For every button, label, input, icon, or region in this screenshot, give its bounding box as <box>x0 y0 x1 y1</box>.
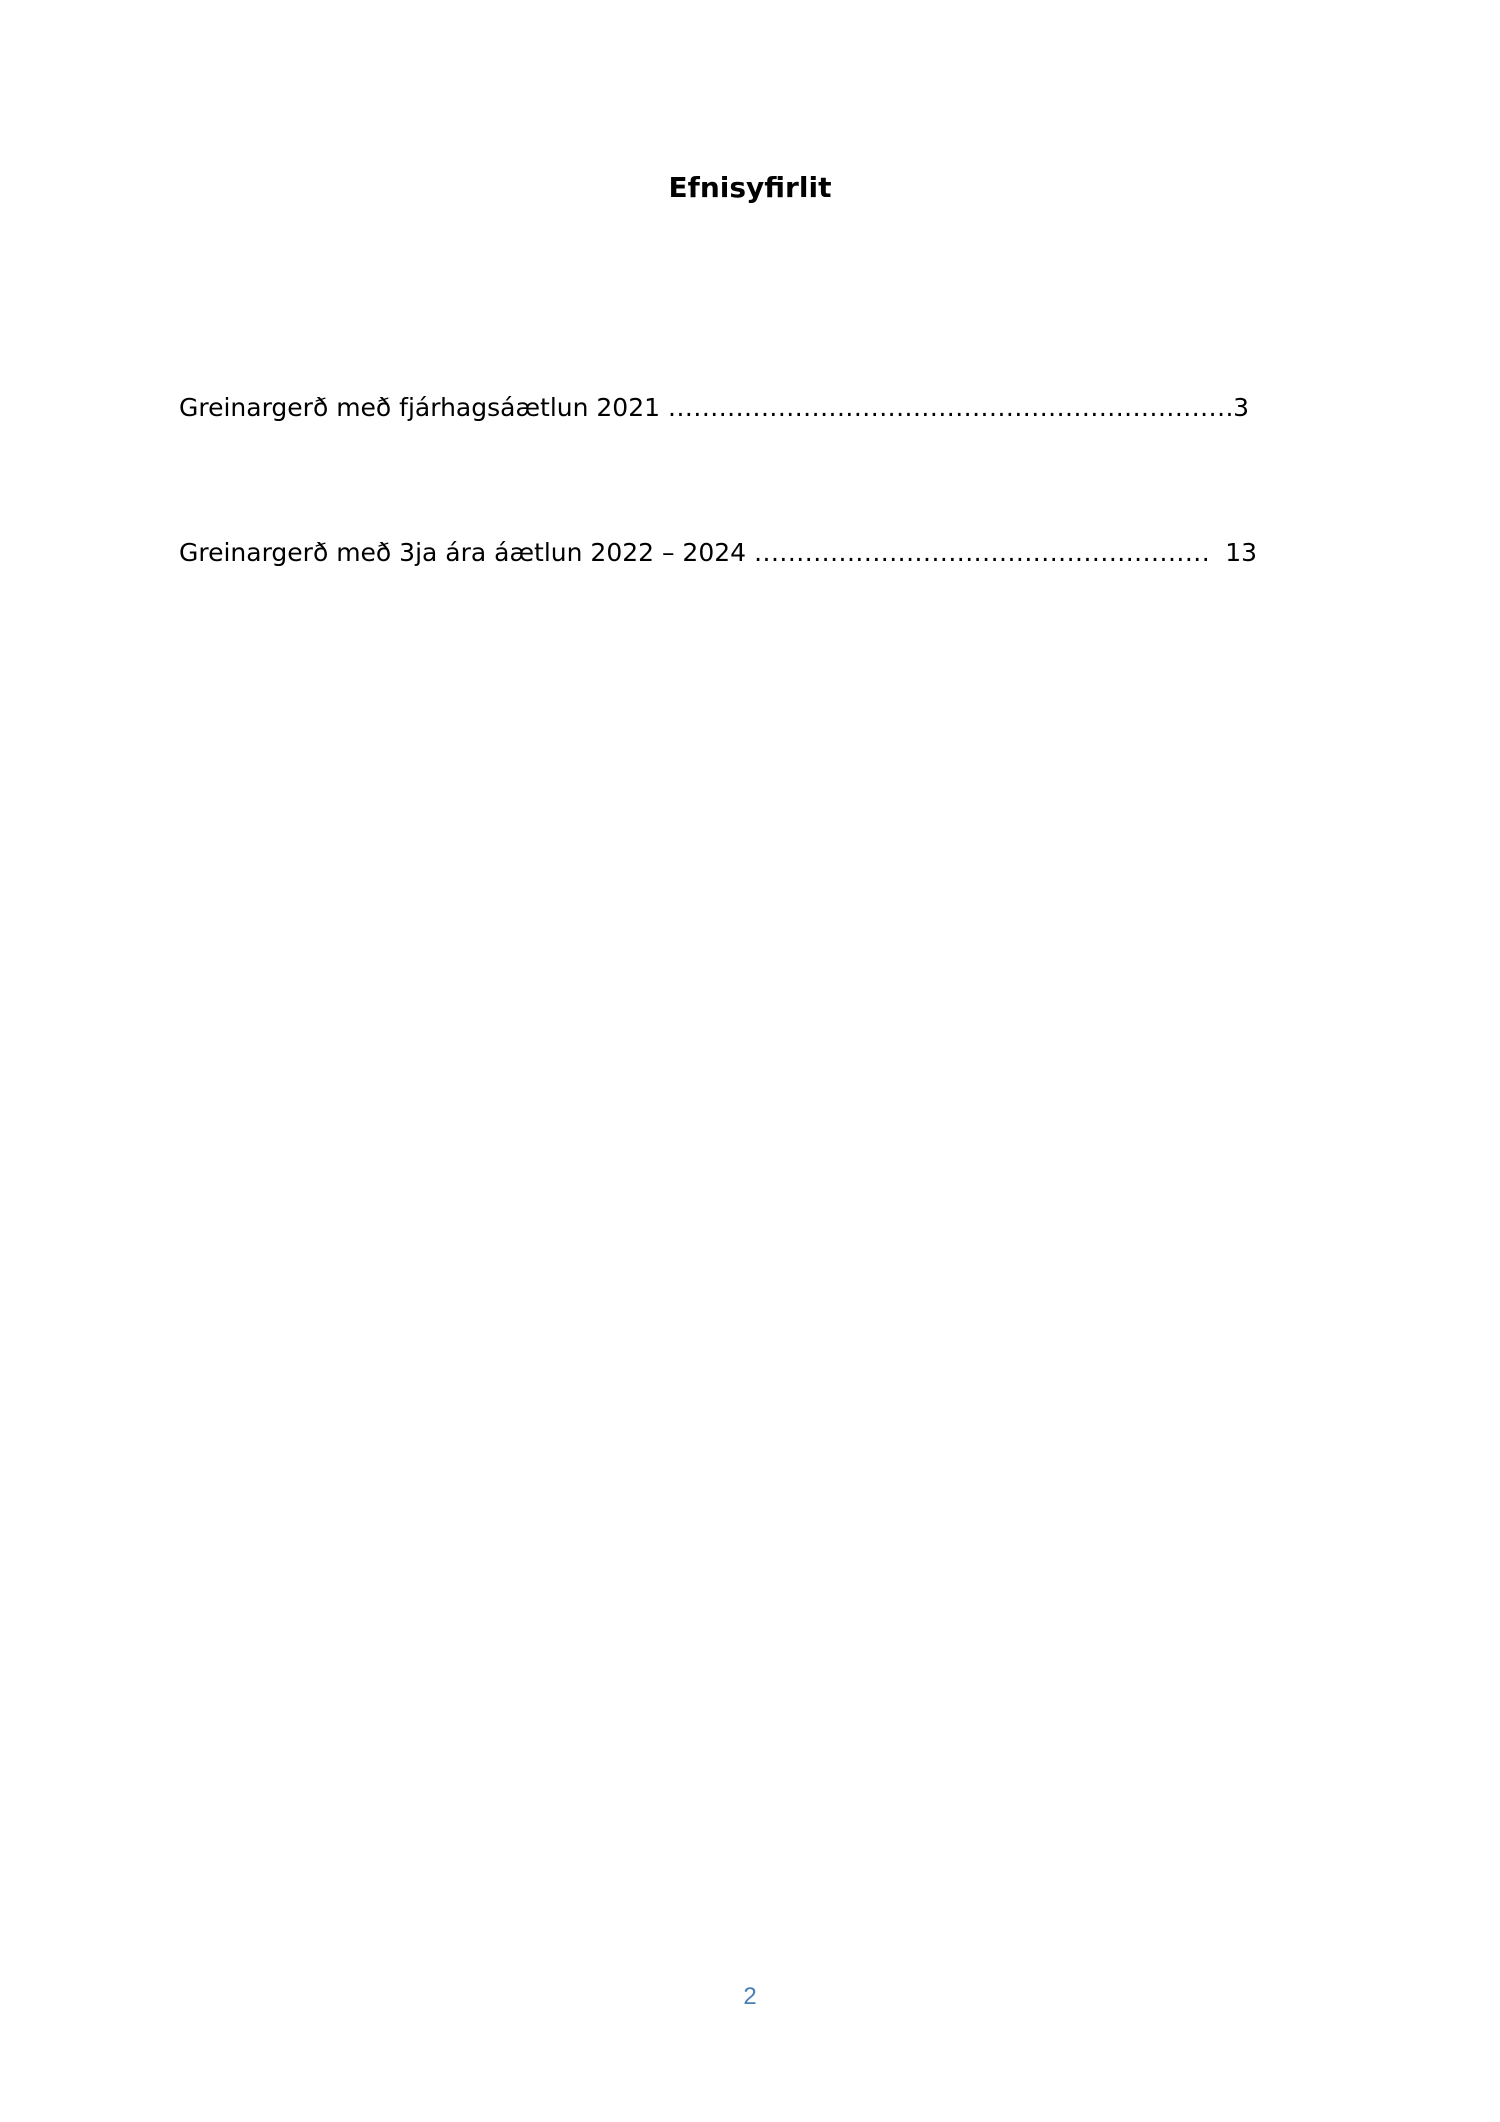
toc-entry[interactable] <box>179 535 1257 571</box>
toc-dot-leader <box>754 535 1207 571</box>
toc-entry-page-number: 13 <box>1225 538 1257 567</box>
toc-entry-page-number: 3 <box>1233 393 1249 422</box>
page-number: 2 <box>743 1983 757 2010</box>
toc-entry[interactable] <box>179 390 1249 426</box>
page-title: Efnisyfirlit <box>668 171 832 204</box>
toc-dot-leader <box>668 390 1233 426</box>
toc-entry-label: Greinargerð með fjárhagsáætlun 2021 <box>179 393 661 422</box>
toc-entry-label: Greinargerð með 3ja ára áætlun 2022 – 2024 <box>179 538 747 567</box>
